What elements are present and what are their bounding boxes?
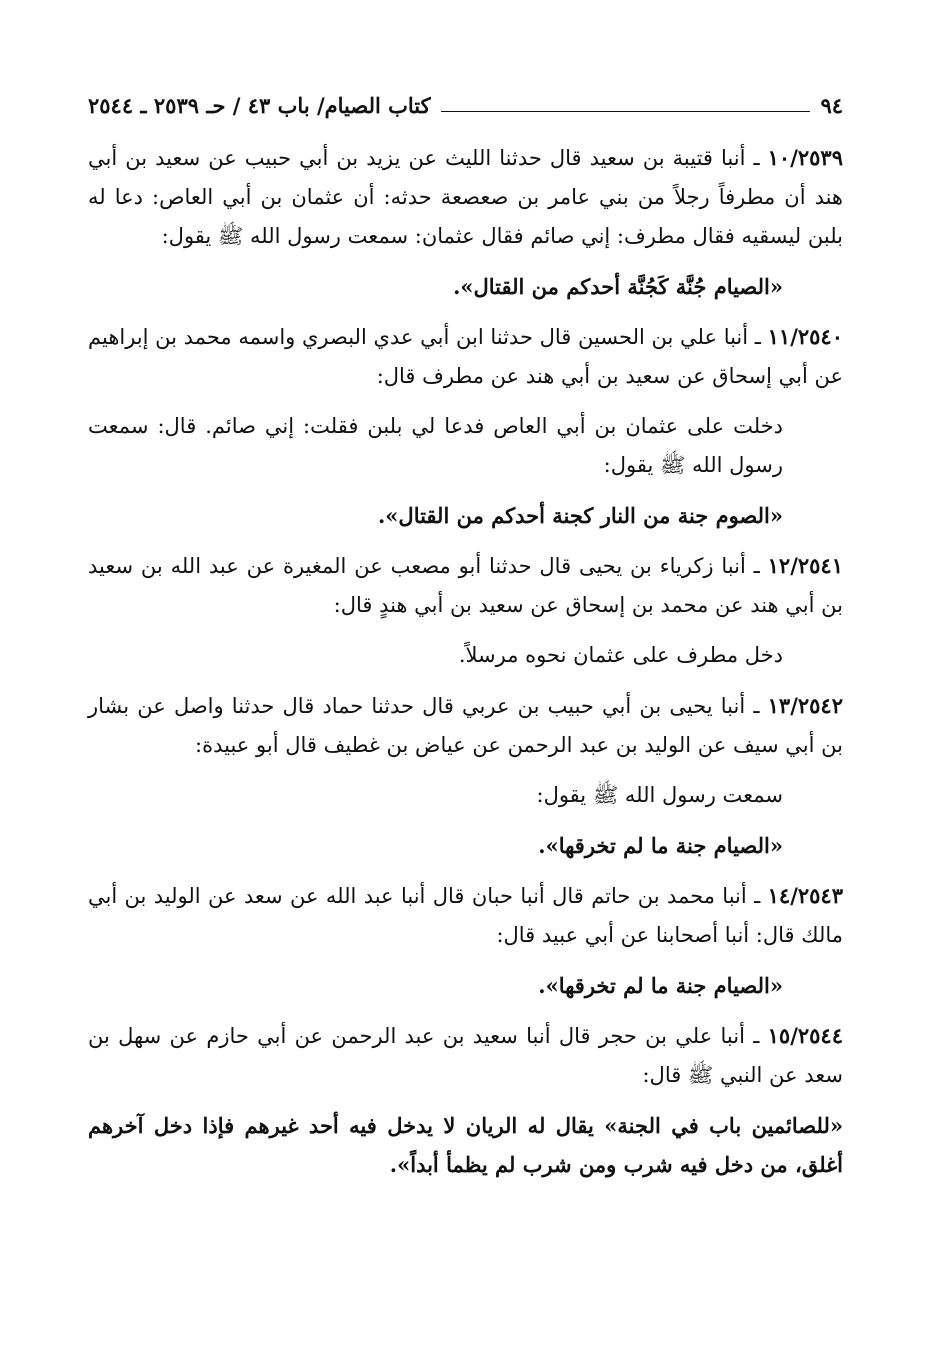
hadith-quote: «للصائمين باب في الجنة» يقال له الريان لا يدخل فيه أحد غيرهم فإذا دخل آخرهم أغلق، من دخل فيه شرب ومن شرب لم يظمأ أبداً».	[88, 1113, 843, 1177]
page-number: ٩٤	[820, 93, 843, 118]
hadith-number: ١٤/٢٥٤٣	[767, 883, 843, 908]
header-rule	[441, 111, 811, 112]
hadith-text: ـ أنبا علي بن الحسين قال حدثنا ابن أبي عدي البصري واسمه محمد بن إبراهيم عن أبي إسحاق عن سعيد بن أبي هند عن مطرف قال:	[88, 325, 843, 388]
hadith-quote: «الصوم جنة من النار كجنة أحدكم من القتال».	[378, 503, 783, 528]
hadith-quote: «الصيام جنة ما لم تخرقها».	[538, 973, 783, 998]
hadith-paragraph	[88, 138, 843, 256]
hadith-text-line: سمعت رسول الله ﷺ يقول:	[536, 783, 783, 807]
hadith-number: ١٢/٢٥٤١	[767, 553, 843, 578]
hadith-paragraph	[88, 876, 843, 955]
hadith-paragraph	[88, 317, 843, 396]
page-header	[88, 84, 843, 118]
running-title: كتاب الصيام/ باب ٤٣ / حـ ٢٥٣٩ ـ ٢٥٤٤	[88, 93, 431, 118]
hadith-text-line: دخل مطرف على عثمان نحوه مرسلاً.	[458, 643, 783, 667]
hadith-paragraph	[88, 1016, 843, 1095]
hadith-text: ـ أنبا زكرياء بن يحيى قال حدثنا أبو مصعب عن المغيرة عن عبد الله بن سعيد بن أبي هند عن محمد بن إسحاق عن سعيد بن أبي هندٍ قال:	[88, 554, 843, 617]
hadith-number: ١٠/٢٥٣٩	[767, 145, 843, 170]
hadith-text: ـ أنبا قتيبة بن سعيد قال حدثنا الليث عن يزيد بن أبي حبيب عن سعيد بن أبي هند أن مطرفاً رجلاً من بني عامر بن صعصعة حدثه: أن عثمان بن أبي العاص: دعا له بلبن ليسقيه فقال مطرف: إني صائم فقال عثمان: سمعت رسول الله ﷺ يقول:	[88, 146, 843, 248]
hadith-text: ـ أنبا علي بن حجر قال أنبا سعيد بن عبد الرحمن عن أبي حازم عن سهل بن سعد عن النبي ﷺ قال:	[88, 1024, 843, 1087]
hadith-text: ـ أنبا يحيى بن أبي حبيب بن عربي قال حدثنا حماد قال حدثنا واصل عن بشار بن أبي سيف عن الوليد بن عبد الرحمن عن عياض بن غطيف قال أبو عبيدة:	[88, 694, 843, 757]
page-content	[88, 138, 843, 1195]
hadith-number: ١٣/٢٥٤٢	[767, 693, 843, 718]
hadith-quote: «الصيام جُنَّة كَجُنَّة أحدكم من القتال».	[453, 274, 783, 299]
hadith-text: ـ أنبا محمد بن حاتم قال أنبا حبان قال أنبا عبد الله عن سعد عن الوليد بن أبي مالك قال: أنبا أصحابنا عن أبي عبيد قال:	[88, 884, 843, 947]
hadith-text-line: دخلت على عثمان بن أبي العاص فدعا لي بلبن فقلت: إني صائم. قال: سمعت رسول الله ﷺ يقول:	[88, 414, 783, 477]
hadith-number: ١١/٢٥٤٠	[767, 324, 843, 349]
hadith-quote: «الصيام جنة ما لم تخرقها».	[538, 833, 783, 858]
hadith-paragraph	[88, 686, 843, 765]
hadith-number: ١٥/٢٥٤٤	[767, 1023, 843, 1048]
hadith-paragraph	[88, 546, 843, 625]
